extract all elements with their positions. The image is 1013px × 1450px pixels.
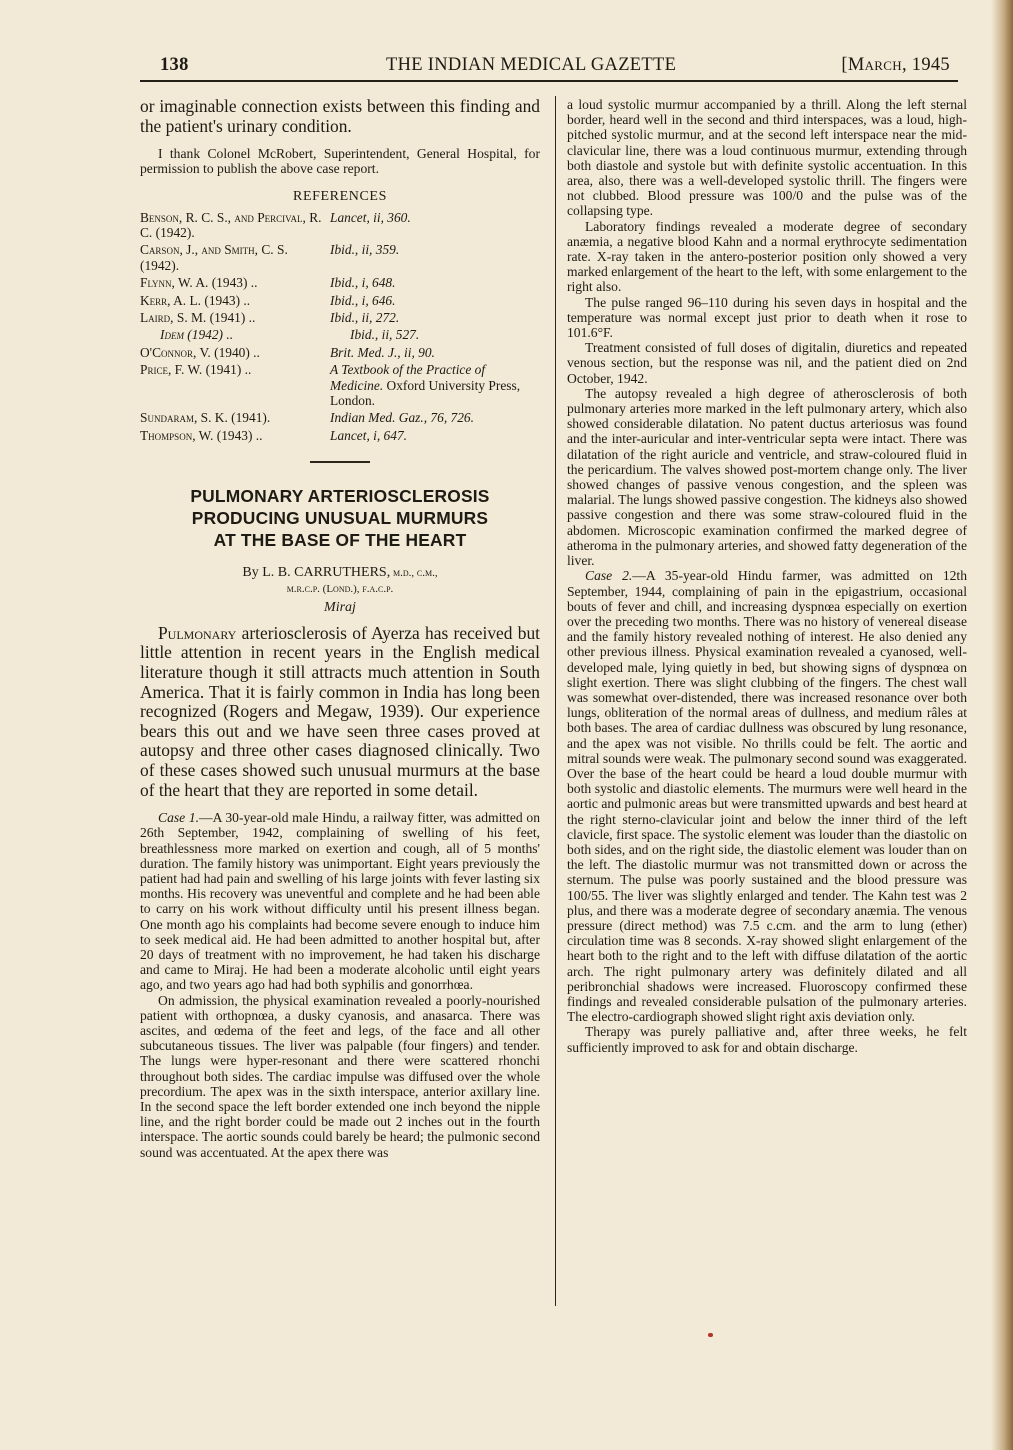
issue-date: [March, 1945 [841,55,950,75]
reference-entry: Sundaram, S. K. (1941). Indian Med. Gaz., 76, 726. [140,410,474,426]
reference-entry: Price, F. W. (1941) .. A Textbook of the Practice of Medicine. Oxford University Press, London. [140,362,521,409]
introduction-paragraph: Pulmonary arteriosclerosis of Ayerza has received but little attention in recent years in the English medical literature though it still attracts much attention in South America. That it is fairly common in India has long been recognized (Rogers and Megaw, 1939). Our experience bears this out and we have seen three cases proved at autopsy and three other cases diagnosed clinically. Two of these cases showed such unusual murmurs at the base of the heart that they are reported in some detail. [140,622,540,800]
references-heading: REFERENCES [293,188,387,204]
previous-article-ending: or imaginable connection exists between this finding and the patient's urinary condition. [140,96,540,136]
case-1-continued: a loud systolic murmur accompanied by a thrill. Along the left sternal border, heard well in the second and third interspaces, was a loud, high-pitched systolic murmur, and at the second left interspace near the mid-clavicular line, there was a loud continuous murmur, extending through both diastole and systole but with definite systolic accentuation. In this area, also, there was a well-developed systolic thrill. The fingers were not clubbed. Blood pressure was 100/0 and the pulse was of the collapsing type. [567,97,967,219]
header-rule [140,80,958,82]
ink-speck [708,1333,713,1337]
right-column [567,97,967,1055]
laboratory-findings: Laboratory findings revealed a moderate degree of secondary anæmia, a negative blood Kahn and a normal erythrocyte sedimentation rate. X-ray taken in the antero-posterior position only showed a very marked enlargement of the heart to the left, with some enlargement to the right also. [567,218,967,295]
author-location: Miraj [324,599,356,615]
article-separator [310,461,370,463]
article-title: PULMONARY ARTERIOSCLEROSIS PRODUCING UNUSUAL MURMURS AT THE BASE OF THE HEART [190,485,490,550]
column-divider [555,96,556,1306]
reference-entry: Idem (1942) .. Ibid., ii, 527. [160,327,420,343]
case-1-paragraph: Case 1.—A 30-year-old male Hindu, a railway fitter, was admitted on 26th September, 1942, complaining of swelling of his feet, breathlessness more marked on exertion and cough, all of 5 months' duration. The family history was unimportant. Eight years previously the patient had had pain and swelling of his large joints with fever lasting six months. His recovery was uneventful and complete and he had been able to carry on his work without difficulty until his present illness began. One month ago his complaints had become severe enough to induce him to seek medical aid. He had been admitted to another hospital but, after 20 days of treatment with no improvement, he had taken his discharge and came to Miraj. He had been a moderate alcoholic until eight years ago, and two years ago had had both syphilis and gonorrhœa. [140,810,540,993]
reference-entry: Benson, R. C. S., and Percival, R. C. (1942). Lancet, ii, 360. [140,209,411,240]
page-edge-shadow [991,0,1013,1450]
reference-entry: Thompson, W. (1943) .. Lancet, i, 647. [140,427,407,443]
running-header [160,52,950,82]
page-number: 138 [160,55,189,75]
pulse-paragraph: The pulse ranged 96–110 during his seven days in hospital and the temperature was normal except just prior to death when it rose to 101.6°F. [567,294,967,341]
reference-entry: O'Connor, V. (1940) .. Brit. Med. J., ii, 90. [140,344,435,360]
autopsy-paragraph: The autopsy revealed a high degree of atherosclerosis of both pulmonary arteries more marked in the left pulmonary artery, which also showed considerable dilatation. No patent ductus arteriosus was found and the inter-auricular and inter-ventricular septa were intact. There was dilatation of the right auricle and ventricle, and straw-coloured fluid in the pericardium. The valves showed post-mortem change only. The liver showed changes of passive venous congestion, and the spleen was malarial. The lungs showed passive congestion. The kidneys also showed passive congestion and there was some straw-coloured fluid in the abdomen. Microscopic examination confirmed the marked degree of atheroma in the pulmonary arteries, and showed fatty degeneration of the liver. [567,385,967,569]
author-byline: By L. B. CARRUTHERS, m.d., c.m., m.r.c.p. (Lond.), f.a.c.p. [242,564,438,595]
treatment-paragraph: Treatment consisted of full doses of digitalin, diuretics and repeated venous section, but the response was nil, and the patient died on 2nd October, 1942. [567,340,967,386]
case-2-paragraph: Case 2.—A 35-year-old Hindu farmer, was admitted on 12th September, 1944, complaining of pain in the epigastrium, occasional bouts of fever and chill, and increasing dyspnœa especially on exertion over the preceding two months. There was no history of venereal disease and the family history revealed nothing of interest. He also denied any other previous illness. Physical examination revealed a cyanosed, well-developed male, lying quietly in bed, but showing signs of dyspnœa on slight exertion. There was slight clubbing of the fingers. The chest wall was somewhat over-distended, there was increased resonance over both lungs, obliteration of the normal areas of dullness, and medium râles at both bases. The area of cardiac dullness was obscured by lung resonance, and the apex was not visible. No thrills could be felt. The aortic and mitral sounds were weak. The pulmonary second sound was exaggerated. Over the base of the heart could be heard a loud double murmur with both systolic and diastolic elements. The murmurs were well heard in the aortic and pulmonic areas but were transmitted upwards and best heard at the right sterno-clavicular joint and below the inner third of the left clavicle, first space. The systolic element was louder than the diastolic on both sides, and on the right side, the diastolic element was louder than on the left. The diastolic murmur was not transmitted down or across the sternum. The pulse was poorly sustained and the blood pressure was 100/55. The liver was slightly enlarged and tender. The Kahn test was 2 plus, and there was a moderate degree of secondary anæmia. The venous pressure (direct method) was 7.5 c.cm. and the arm to lung (ether) circulation time was 8 seconds. X-ray showed slight enlargement of the heart both to the right and to the left with diffuse dilatation of the aortic arch. The right pulmonary artery was definitely dilated and all peribronchial shadows were increased. Fluoroscopy confirmed these findings and revealed considerable pulsation of the pulmonary arteries. The electro-cardiograph showed slight right axis deviation only. [567,568,967,1025]
journal-title: THE INDIAN MEDICAL GAZETTE [386,55,677,75]
left-column [140,97,540,1160]
reference-entry: Carson, J., and Smith, C. S. (1942). Ibid., ii, 359. [140,242,400,273]
reference-entry: Kerr, A. L. (1943) .. Ibid., i, 646. [140,292,396,308]
admission-paragraph: On admission, the physical examination revealed a poorly-nourished patient with orthopnœa, a dusky cyanosis, and anasarca. There was ascites, and œdema of the feet and legs, of the face and all other subcutaneous tissues. The liver was palpable (four fingers) and tender. The lungs were hyper-resonant and there were scattered rhonchi throughout both sides. The cardiac impulse was diffused over the whole precordium. The apex was in the sixth interspace, anterior axillary line. In the second space the left border extended one inch beyond the nipple line, and the right border could be made out 2 inches out in the fourth interspace. The aortic sounds could barely be heard; the pulmonic second sound was accentuated. At the apex there was [140,992,540,1160]
acknowledgement: I thank Colonel McRobert, Superintendent, General Hospital, for permission to publish the above case report. [140,146,540,177]
reference-entry: Flynn, W. A. (1943) .. Ibid., i, 648. [140,275,396,291]
reference-entry: Laird, S. M. (1941) .. Ibid., ii, 272. [140,310,400,326]
reference-list [140,210,540,444]
therapy-paragraph: Therapy was purely palliative and, after three weeks, he felt sufficiently improved to ask for and obtain discharge. [567,1024,967,1055]
